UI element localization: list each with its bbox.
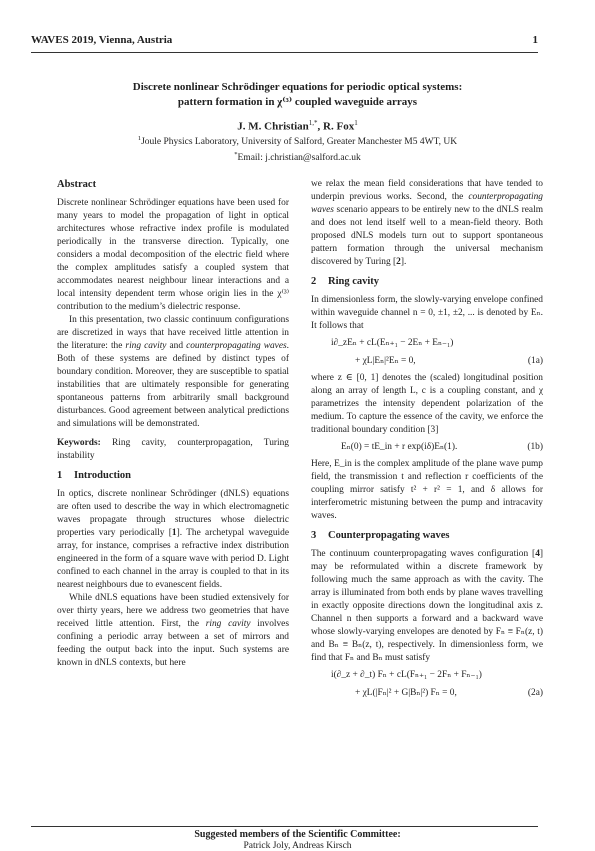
equation-1b-expr: Eₙ(0) = tE_in + r exp(iδ)Eₙ(1).: [341, 442, 458, 452]
equation-1a-line-2: [311, 354, 543, 369]
intro-ring-cavity-term: ring cavity: [205, 619, 251, 629]
keywords-text: Ring cavity, counterpropagation, Turing instability: [57, 438, 289, 461]
equation-2a-expr-2: + χL(|Fₙ|² + G|Bₙ|²) Fₙ = 0,: [355, 688, 457, 698]
ring-cavity-term: ring cavity: [125, 341, 167, 351]
section-3-number: 3: [311, 530, 317, 541]
intro-p2-text-d: scenario appears to be entirely new to the dNLS realm and does not lend itself well to a mean-field theory. Both proposed dNLS models turn out to support spontaneous pattern formation through the universal mechanism discovered by Turing [: [311, 205, 543, 267]
section-1-number: 1: [57, 470, 63, 481]
equation-2a-line-1: [311, 668, 543, 683]
equation-2a-line-2: [311, 686, 543, 701]
author-separator: ,: [317, 120, 324, 133]
equation-1a-label: (1a): [527, 356, 543, 366]
counter-p1-text-a: The continuum counterpropagating waves configuration [: [311, 549, 536, 559]
counter-citation-4: 4: [535, 549, 540, 559]
intro-p2-text-e: ].: [400, 257, 407, 267]
abstract-paragraph-1: Discrete nonlinear Schrödinger equations have been used for many years to model the propagation of light in optical architectures whose refractive index profile is modulated periodically in the transverse direction. Typically, one considers a modal decomposition of the electric field where the complex amplitudes satisfy a coupled system that accommodates nearest neighbour linear interactions and a local intensity dependent term whose origin lies in the χ⁽³⁾ contribution to the medium’s dielectric response.: [57, 198, 289, 312]
affiliation-text: Joule Physics Laboratory, University of Salford, Greater Manchester M5 4WT, UK: [141, 137, 458, 148]
committee-members: Patrick Joly, Andreas Kirsch: [243, 841, 352, 851]
section-2-heading: [311, 275, 543, 288]
author-1-name: J. M. Christian: [237, 120, 309, 133]
equation-1a-expr-2: + χL|Eₙ|²Eₙ = 0,: [355, 356, 416, 366]
ring-p2-text-b: ]: [435, 425, 439, 435]
ring-paragraph-1: In dimensionless form, the slowly-varying envelope confined within waveguide channel n = 0, ±1, ±2, ... is denoted by Eₙ. It follows that: [311, 295, 543, 331]
section-2-number: 2: [311, 276, 317, 287]
author-2-name: R. Fox: [323, 120, 355, 133]
conference-name: WAVES 2019, Vienna, Austria: [31, 34, 173, 46]
intro-citation-2: 2: [396, 257, 401, 267]
title-line-2: pattern formation in χ⁽³⁾ coupled waveguide arrays: [177, 96, 418, 108]
equation-1b-label: (1b): [527, 442, 543, 452]
title-line-1: Discrete nonlinear Schrödinger equations for periodic optical systems:: [132, 81, 463, 93]
author-2-marker: 1: [354, 119, 358, 127]
contact-email: [40, 151, 555, 163]
email-marker: *: [234, 151, 238, 158]
equation-1b: [311, 440, 543, 455]
equation-2a-expr-1: i(∂_z + ∂_t) Fₙ + cL(Fₙ₊₁ − 2Fₙ + Fₙ₋₁): [331, 670, 482, 680]
footer-rule: [31, 826, 538, 827]
abstract-p2-text-b: and: [166, 341, 187, 351]
affiliation: [40, 135, 555, 147]
section-1-title: Introduction: [74, 470, 131, 481]
intro-p2-text-a: While dNLS equations have been studied extensively for over thirty years, here we address two geometries that have received little attention. First, the: [57, 593, 289, 629]
intro-citation-1: 1: [171, 528, 177, 538]
equation-1a-expr-1: i∂_zEₙ + cL(Eₙ₊₁ − 2Eₙ + Eₙ₋₁): [331, 338, 454, 348]
counterpropagating-term: counterpropagating waves: [186, 341, 287, 351]
abstract-p2-text-c: . Both of these systems are defined by distinct types of boundary condition. Moreover, they are susceptible to spatial instabilities that are ultimately responsible for generating spontaneous patterns from arbitrarily small background disturbances. Good agreement between analytical predictions and simulations will be demonstrated.: [57, 341, 289, 429]
intro-counterpropagating-term: counterpropagating waves: [311, 192, 543, 215]
intro-paragraph-2: [57, 592, 289, 670]
section-3-heading: [311, 529, 543, 542]
author-list: [40, 119, 555, 133]
abstract-p2-text-a: In this presentation, two classic continuum configurations are discretized in ways that have received little attention in the literature: the: [57, 315, 289, 351]
affiliation-marker: 1: [137, 135, 142, 142]
intro-p2-text-b: involves confining a periodic array between a set of mirrors and feeding the output back into the input. Such systems are known in dNLS contexts, but here: [57, 619, 289, 668]
section-1-heading: [57, 469, 289, 482]
abstract-paragraph-2: [57, 314, 289, 431]
keywords: [57, 437, 289, 463]
section-3-title: Counterpropagating waves: [328, 530, 450, 541]
ring-p2-text-a: where z ∈ [0, 1] denotes the (scaled) longitudinal position along an array of length L, c is a coupling constant, and χ parametrizes the intensity dependent polarization of the medium. To capture the essence of the cavity, we enforce the traditional boundary condition [: [311, 373, 543, 435]
committee-heading: Suggested members of the Scientific Committee:: [194, 829, 401, 840]
ring-paragraph-2: [311, 372, 543, 437]
author-1-marker: 1,*: [308, 119, 318, 127]
counter-p1-text-b: ] may be reformulated within a discrete framework by following much the same approach as with the cavity. The array is illuminated from both ends by plane waves travelling in exactly opposite directions down the longitudinal axis z. Channel n then supports a forward and a backward wave whose slowly-varying envelopes are denoted by Fₙ ≡ Fₙ(z, t) and Bₙ ≡ Bₙ(z, t), respectively. In dimensionless form, we find that Fₙ and Bₙ must satisfy: [311, 549, 543, 663]
keywords-label: Keywords:: [57, 438, 101, 448]
ring-paragraph-3: Here, E_in is the complex amplitude of the plane wave pump field, the transmission t and reflection r coefficients of the coupling mirror satisfy t² + r² = 1, and δ allows for interferometric mistuning between the pump and intracavity waves.: [311, 459, 543, 521]
intro-p2-text-c: we relax the mean field considerations that have tended to underpin previous works. Second, the: [311, 179, 543, 202]
abstract-heading: Abstract: [57, 179, 97, 190]
equation-2a-label: (2a): [527, 688, 543, 698]
running-head: [31, 34, 538, 48]
intro-paragraph-2-continued: [311, 178, 543, 269]
right-column: [311, 178, 543, 704]
section-2-title: Ring cavity: [328, 276, 380, 287]
header-rule: [31, 52, 538, 53]
paper-title: [60, 80, 535, 110]
ring-citation-3: 3: [430, 425, 436, 435]
intro-p1-text-a: In optics, discrete nonlinear Schrödinger (dNLS) equations are often used to describe the way in which electromagnetic waves propagate through structures whose dielectric properties vary periodically [: [57, 489, 289, 538]
counter-paragraph-1: [311, 548, 543, 665]
intro-p1-text-b: ]. The archetypal waveguide array, for instance, comprises a refractive index distribution engineered in the form of a square wave with period D. Light confined to each channel in the array is coupled to that in its nearest neighbours due to evanescent fields.: [57, 528, 289, 590]
intro-paragraph-1: [57, 488, 289, 592]
equation-1a-line-1: [311, 336, 543, 351]
page-number: 1: [532, 34, 538, 46]
left-column: [57, 178, 289, 670]
email-text: Email: j.christian@salford.ac.uk: [237, 153, 361, 164]
